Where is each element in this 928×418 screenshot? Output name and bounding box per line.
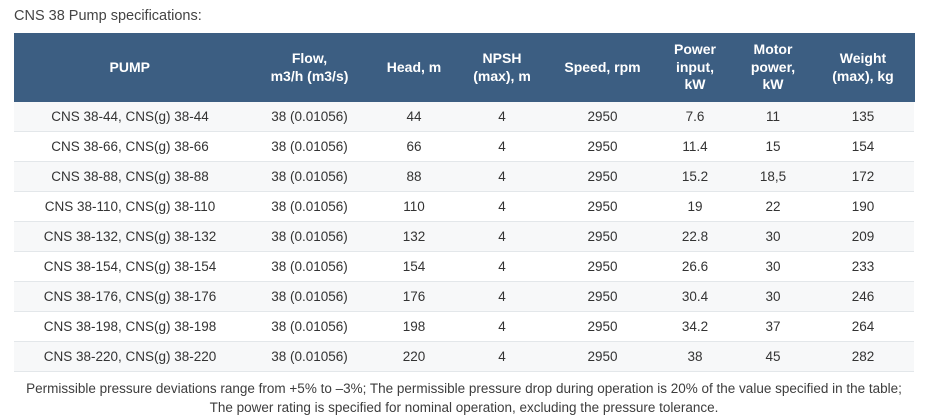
column-header-1: Flow, m3/h (m3/s)	[246, 33, 373, 102]
cell-value: 4	[455, 281, 549, 311]
cell-value: 19	[656, 191, 734, 221]
column-header-6: Motor power, kW	[734, 33, 812, 102]
column-header-5: Power input, kW	[656, 33, 734, 102]
cell-value: 110	[373, 191, 455, 221]
cell-value: 15	[734, 131, 812, 161]
table-row	[14, 221, 914, 251]
cell-pump-model: CNS 38-44, CNS(g) 38-44	[14, 102, 246, 132]
cell-value: 15.2	[656, 161, 734, 191]
table-row	[14, 341, 914, 371]
cell-pump-model: CNS 38-110, CNS(g) 38-110	[14, 191, 246, 221]
cell-value: 2950	[549, 251, 656, 281]
cell-value: 38 (0.01056)	[246, 161, 373, 191]
cell-pump-model: CNS 38-220, CNS(g) 38-220	[14, 341, 246, 371]
cell-value: 154	[373, 251, 455, 281]
cell-value: 26.6	[656, 251, 734, 281]
cell-pump-model: CNS 38-66, CNS(g) 38-66	[14, 131, 246, 161]
cell-value: 22.8	[656, 221, 734, 251]
cell-value: 176	[373, 281, 455, 311]
cell-value: 38 (0.01056)	[246, 102, 373, 132]
cell-value: 66	[373, 131, 455, 161]
cell-pump-model: CNS 38-176, CNS(g) 38-176	[14, 281, 246, 311]
cell-value: 4	[455, 341, 549, 371]
column-header-0: PUMP	[14, 33, 246, 102]
column-header-7: Weight (max), kg	[812, 33, 914, 102]
cell-value: 2950	[549, 131, 656, 161]
cell-value: 7.6	[656, 102, 734, 132]
cell-value: 4	[455, 251, 549, 281]
cell-value: 4	[455, 102, 549, 132]
column-header-4: Speed, rpm	[549, 33, 656, 102]
cell-value: 30	[734, 281, 812, 311]
cell-value: 246	[812, 281, 914, 311]
cell-value: 135	[812, 102, 914, 132]
cell-value: 2950	[549, 221, 656, 251]
cell-value: 11.4	[656, 131, 734, 161]
cell-value: 4	[455, 311, 549, 341]
cell-value: 172	[812, 161, 914, 191]
cell-value: 233	[812, 251, 914, 281]
cell-value: 30.4	[656, 281, 734, 311]
column-header-2: Head, m	[373, 33, 455, 102]
table-row	[14, 191, 914, 221]
cell-value: 11	[734, 102, 812, 132]
cell-pump-model: CNS 38-88, CNS(g) 38-88	[14, 161, 246, 191]
cell-value: 2950	[549, 311, 656, 341]
page-title: CNS 38 Pump specifications:	[14, 8, 202, 24]
table-row	[14, 281, 914, 311]
table-row	[14, 311, 914, 341]
cell-value: 154	[812, 131, 914, 161]
cell-value: 34.2	[656, 311, 734, 341]
cell-value: 4	[455, 131, 549, 161]
cell-value: 45	[734, 341, 812, 371]
cell-value: 2950	[549, 102, 656, 132]
cell-value: 132	[373, 221, 455, 251]
cell-pump-model: CNS 38-154, CNS(g) 38-154	[14, 251, 246, 281]
cell-value: 4	[455, 161, 549, 191]
cell-value: 38 (0.01056)	[246, 221, 373, 251]
cell-value: 264	[812, 311, 914, 341]
cell-value: 38	[656, 341, 734, 371]
cell-pump-model: CNS 38-132, CNS(g) 38-132	[14, 221, 246, 251]
table-header-row	[14, 33, 914, 102]
cell-value: 282	[812, 341, 914, 371]
cell-value: 2950	[549, 161, 656, 191]
table-row	[14, 102, 914, 132]
cell-value: 30	[734, 221, 812, 251]
cell-value: 190	[812, 191, 914, 221]
cell-value: 4	[455, 221, 549, 251]
cell-value: 198	[373, 311, 455, 341]
cell-value: 38 (0.01056)	[246, 341, 373, 371]
cell-value: 4	[455, 191, 549, 221]
cell-value: 209	[812, 221, 914, 251]
cell-value: 44	[373, 102, 455, 132]
cell-value: 38 (0.01056)	[246, 251, 373, 281]
cell-pump-model: CNS 38-198, CNS(g) 38-198	[14, 311, 246, 341]
cell-value: 2950	[549, 341, 656, 371]
cell-value: 18,5	[734, 161, 812, 191]
cell-value: 88	[373, 161, 455, 191]
table-row	[14, 251, 914, 281]
cell-value: 38 (0.01056)	[246, 131, 373, 161]
table-header	[14, 33, 914, 102]
table-row	[14, 161, 914, 191]
cell-value: 38 (0.01056)	[246, 191, 373, 221]
cell-value: 30	[734, 251, 812, 281]
cell-value: 2950	[549, 191, 656, 221]
table-row	[14, 131, 914, 161]
column-header-3: NPSH (max), m	[455, 33, 549, 102]
cell-value: 220	[373, 341, 455, 371]
cell-value: 38 (0.01056)	[246, 281, 373, 311]
pump-specifications-table	[14, 33, 915, 372]
table-body	[14, 102, 914, 372]
cell-value: 38 (0.01056)	[246, 311, 373, 341]
cell-value: 2950	[549, 281, 656, 311]
footnote: Permissible pressure deviations range from +5% to –3%; The permissible pressure drop during operation is 20% of the value specified in the table; The power rating is specified for nominal operation, excluding the pressure tolerance.	[26, 380, 902, 416]
cell-value: 37	[734, 311, 812, 341]
cell-value: 22	[734, 191, 812, 221]
